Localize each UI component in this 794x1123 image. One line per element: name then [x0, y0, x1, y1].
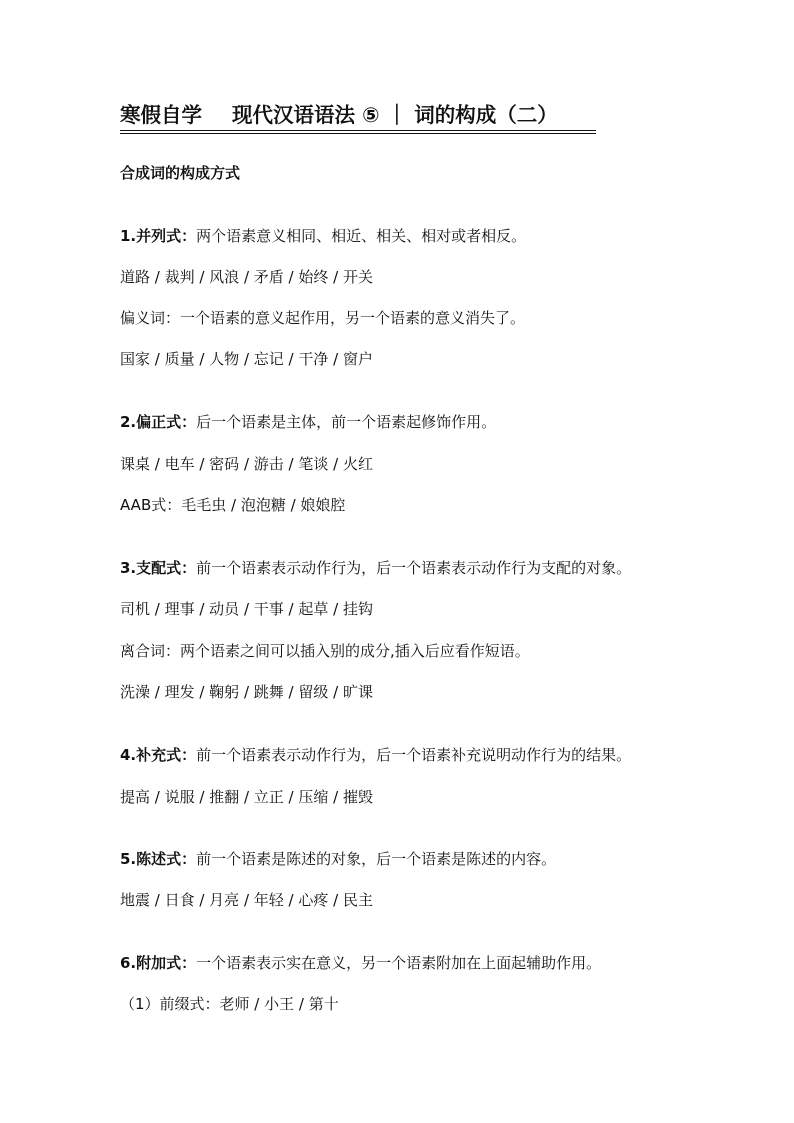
section-5-desc: 前一个语素是陈述的对象，后一个语素是陈述的内容。	[196, 850, 557, 868]
section-3-heading: 3.支配式：	[120, 559, 197, 577]
section-2-line-2: AAB式：毛毛虫 / 泡泡糖 / 娘娘腔	[120, 496, 346, 514]
section-3-desc: 前一个语素表示动作行为，后一个语素表示动作行为支配的对象。	[196, 559, 632, 577]
section-6-heading: 6.附加式：	[120, 954, 197, 972]
section-1-line-2: 偏义词：一个语素的意义起作用，另一个语素的意义消失了。	[120, 309, 526, 327]
title-underline-thin	[120, 133, 596, 134]
section-subtitle: 合成词的构成方式	[120, 164, 241, 182]
section-1-heading: 1.并列式：	[120, 227, 197, 245]
page-title	[120, 100, 596, 130]
section-1-heading-line	[120, 225, 526, 247]
section-1-line-1: 道路 / 裁判 / 风浪 / 矛盾 / 始终 / 开关	[120, 268, 373, 286]
title-part-1: 寒假自学	[120, 103, 202, 127]
section-6-heading-line	[120, 952, 601, 974]
section-2-heading-line	[120, 411, 496, 433]
title-part-2: 现代汉语语法 ⑤ ｜ 词的构成（二）	[232, 103, 558, 127]
section-3-heading-line	[120, 557, 631, 579]
section-4-desc: 前一个语素表示动作行为，后一个语素补充说明动作行为的结果。	[196, 746, 632, 764]
section-4-line-1: 提高 / 说服 / 推翻 / 立正 / 压缩 / 摧毁	[120, 788, 373, 806]
section-5-heading: 5.陈述式：	[120, 850, 197, 868]
section-6-desc: 一个语素表示实在意义，另一个语素附加在上面起辅助作用。	[196, 954, 602, 972]
section-3-line-2: 离合词：两个语素之间可以插入别的成分,插入后应看作短语。	[120, 642, 530, 660]
section-6-line-1: （1）前缀式：老师 / 小王 / 第十	[120, 995, 339, 1013]
title-underline	[120, 130, 596, 131]
section-3-line-3: 洗澡 / 理发 / 鞠躬 / 跳舞 / 留级 / 旷课	[120, 683, 373, 701]
section-5-heading-line	[120, 848, 556, 870]
title-block	[120, 100, 596, 130]
section-4-heading-line	[120, 744, 631, 766]
section-2-line-1: 课桌 / 电车 / 密码 / 游击 / 笔谈 / 火红	[120, 455, 373, 473]
section-1-line-3: 国家 / 质量 / 人物 / 忘记 / 干净 / 窗户	[120, 350, 373, 368]
section-2-desc: 后一个语素是主体，前一个语素起修饰作用。	[196, 413, 497, 431]
section-1-desc: 两个语素意义相同、相近、相关、相对或者相反。	[196, 227, 527, 245]
section-2-heading: 2.偏正式：	[120, 413, 197, 431]
section-3-line-1: 司机 / 理事 / 动员 / 干事 / 起草 / 挂钩	[120, 600, 373, 618]
section-4-heading: 4.补充式：	[120, 746, 197, 764]
section-5-line-1: 地震 / 日食 / 月亮 / 年轻 / 心疼 / 民主	[120, 891, 373, 909]
